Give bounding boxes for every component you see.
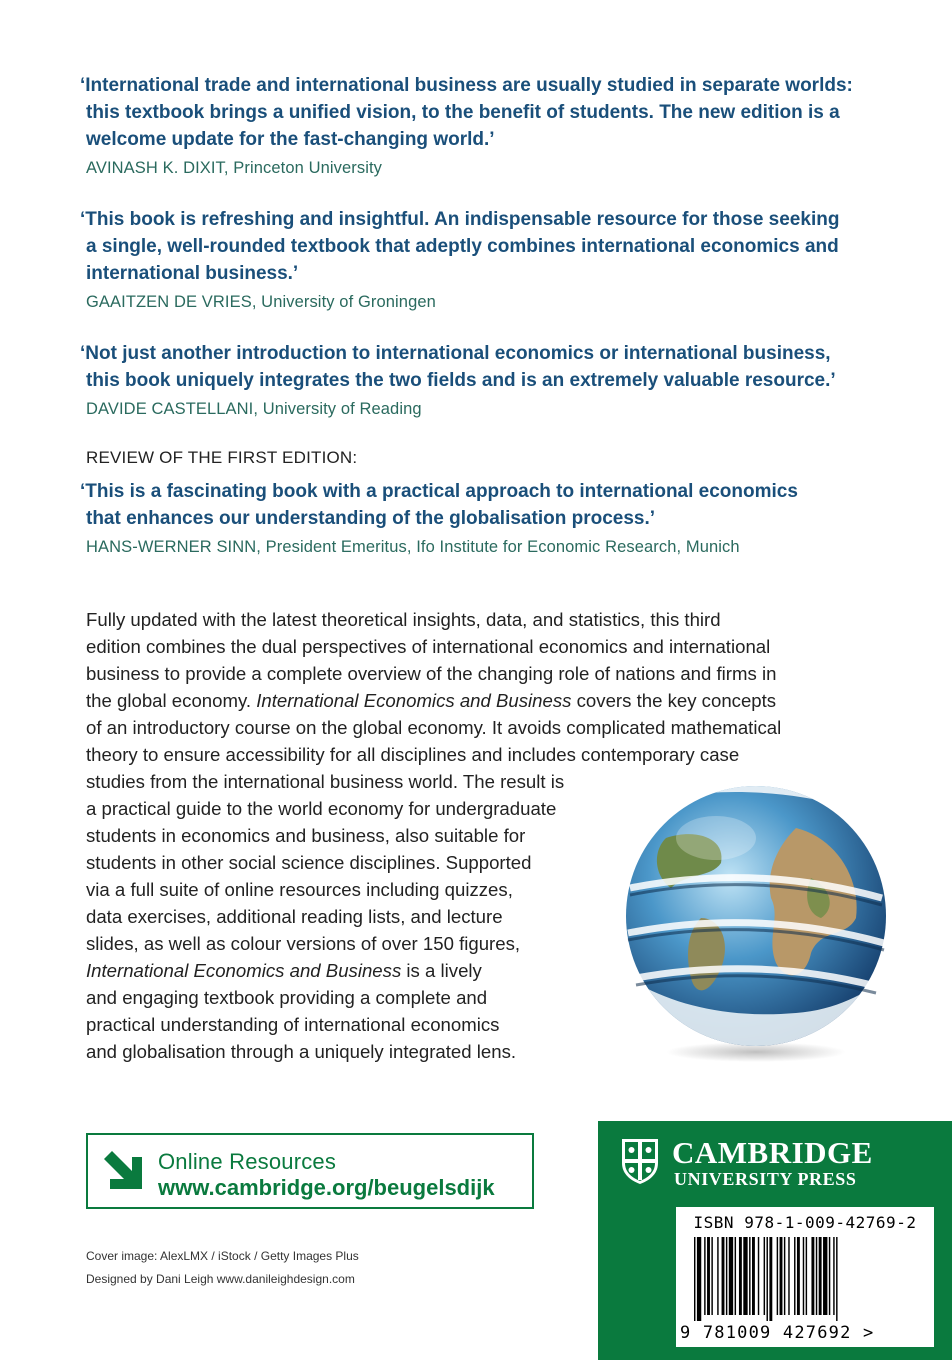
description-line: and globalisation through a uniquely integrated lens. [86, 1041, 517, 1062]
barcode-bar [735, 1237, 736, 1315]
description-line: studies from the international business world. The result is [86, 771, 565, 792]
barcode-bar [707, 1237, 710, 1315]
description-line: via a full suite of online resources including quizzes, [86, 879, 513, 900]
barcode-bar [717, 1237, 718, 1315]
barcode-bar [739, 1237, 742, 1315]
description-line: of an introductory course on the global economy. It avoids complicated mathematical [86, 717, 782, 738]
description-line: theory to ensure accessibility for all disciplines and includes contemporary case [86, 744, 740, 765]
globe-illustration [606, 768, 906, 1068]
barcode-bar [704, 1237, 705, 1315]
quote-line: welcome update for the fast-changing world.’ [86, 129, 495, 150]
endorsement-3 [80, 340, 836, 420]
quote-line: ‘This book is refreshing and insightful. An indispensable resource for those seeking [80, 209, 840, 230]
barcode-bar [829, 1237, 830, 1315]
description-text: the global economy. [86, 690, 257, 711]
barcode-bar [836, 1237, 837, 1321]
quote-line: international business.’ [86, 263, 299, 284]
barcode-bar [769, 1237, 772, 1321]
description-text: is a lively [401, 960, 482, 981]
endorsement-1 [80, 72, 853, 179]
description-line: and engaging textbook providing a complete and [86, 987, 488, 1008]
description-line: edition combines the dual perspectives of international economics and international [86, 636, 771, 657]
barcode-bar [729, 1237, 733, 1315]
quote-line: this textbook brings a unified vision, to the benefit of students. The new edition is a [86, 102, 840, 123]
barcode-bar [823, 1237, 827, 1315]
description-line: students in economics and business, also suitable for [86, 825, 526, 846]
quote-line: ‘International trade and international business are usually studied in separate worlds: [80, 75, 853, 96]
barcode-bar [722, 1237, 725, 1315]
designer-credit: Designed by Dani Leigh www.danileighdesign.com [86, 1272, 355, 1286]
quote-line: that enhances our understanding of the globalisation process.’ [86, 508, 656, 529]
endorsement-quote [80, 206, 839, 287]
description-line: data exercises, additional reading lists, and lecture [86, 906, 503, 927]
barcode-bar [764, 1237, 765, 1315]
barcode-bar [819, 1237, 822, 1315]
description-line: Fully updated with the latest theoretical insights, data, and statistics, this third [86, 609, 721, 630]
endorsement-quote [80, 72, 853, 153]
isbn-digits: 9 781009 427692 > [680, 1323, 875, 1343]
description-line: slides, as well as colour versions of over 150 figures, [86, 933, 521, 954]
endorsement-attribution: GAAITZEN DE VRIES, University of Groningen [86, 293, 436, 311]
online-resources-title: Online Resources [158, 1149, 337, 1174]
endorsement-2 [80, 206, 839, 313]
endorsement-attribution: HANS-WERNER SINN, President Emeritus, Ifo Institute for Economic Research, Munich [86, 538, 740, 556]
barcode-bar [833, 1237, 834, 1315]
description-text: covers the key concepts [571, 690, 777, 711]
barcode-bar [752, 1237, 755, 1315]
publisher-name: CAMBRIDGE [672, 1135, 873, 1170]
quote-line: ‘Not just another introduction to international economics or international business, [80, 343, 831, 364]
barcode-bar [777, 1237, 778, 1315]
description-line [86, 687, 856, 714]
endorsement-attribution: DAVIDE CASTELLANI, University of Reading [86, 400, 422, 418]
barcode-bar [811, 1237, 814, 1315]
endorsement-quote [80, 340, 836, 394]
publisher-panel [598, 1121, 952, 1360]
quote-line: a single, well-rounded textbook that adeptly combines international economics and [86, 236, 839, 257]
barcode-bar [767, 1237, 768, 1321]
barcode-bar [806, 1237, 807, 1315]
cover-image-credit: Cover image: AlexLMX / iStock / Getty Images Plus [86, 1249, 359, 1263]
description-line: practical understanding of international economics [86, 1014, 500, 1035]
review-heading: REVIEW OF THE FIRST EDITION: [86, 448, 358, 467]
cambridge-crest-icon [620, 1137, 660, 1185]
barcode-bar [743, 1237, 747, 1315]
description-line: students in other social science disciplines. Supported [86, 852, 532, 873]
barcode-bar [694, 1237, 695, 1321]
barcode-bar [726, 1237, 727, 1315]
online-resources-box[interactable] [86, 1133, 534, 1209]
barcode-bar [697, 1237, 701, 1321]
isbn-barcode [676, 1207, 934, 1347]
quote-line: this book uniquely integrates the two fields and is an extremely valuable resource.’ [86, 370, 836, 391]
book-title-italic: International Economics and Business [256, 690, 572, 711]
barcode-bar [784, 1237, 785, 1315]
isbn-label: ISBN 978-1-009-42769-2 [693, 1213, 917, 1232]
barcode-bar [758, 1237, 759, 1315]
barcode-bar [794, 1237, 795, 1315]
online-resources-link[interactable]: www.cambridge.org/beugelsdijk [158, 1175, 495, 1200]
first-edition-review [80, 478, 798, 558]
endorsement-quote [80, 478, 798, 532]
quote-line: ‘This is a fascinating book with a practical approach to international economics [80, 481, 798, 502]
barcode-bar [797, 1237, 800, 1315]
barcode-bar [803, 1237, 804, 1315]
description-line: business to provide a complete overview of the changing role of nations and firms in [86, 663, 777, 684]
description-line: a practical guide to the world economy for undergraduate [86, 798, 557, 819]
barcode-bar [711, 1237, 712, 1315]
arrow-down-right-icon [100, 1147, 146, 1193]
barcode-bars [684, 1237, 926, 1321]
barcode-bar [749, 1237, 750, 1315]
endorsement-attribution: AVINASH K. DIXIT, Princeton University [86, 159, 382, 177]
barcode-bar [788, 1237, 789, 1315]
publisher-subname: UNIVERSITY PRESS [674, 1169, 857, 1189]
barcode-bar [816, 1237, 817, 1315]
book-title-italic: International Economics and Business [86, 960, 402, 981]
barcode-bar [780, 1237, 783, 1315]
